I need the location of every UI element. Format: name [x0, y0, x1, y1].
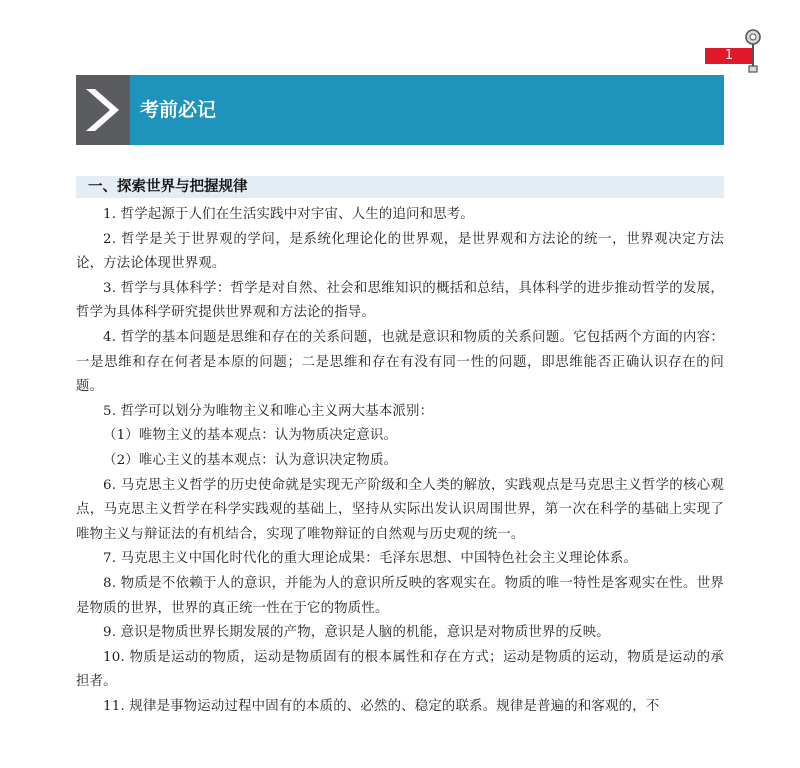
- page-number-badge: 1: [705, 48, 753, 64]
- banner-marker: [76, 75, 130, 145]
- paragraph: 6. 马克思主义哲学的历史使命就是实现无产阶级和全人类的解放，实践观点是马克思主义哲学的核心观点，马克思主义哲学在科学实践观的基础上，坚持从实际出发认识周围世界，第一次在科学的基础上实现了唯物主义与辩证法的有机结合，实现了唯物辩证的自然观与历史观的统一。: [76, 477, 724, 542]
- paragraph: 8. 物质是不依赖于人的意识，并能为人的意识所反映的客观实在。物质的唯一特性是客观实在性。世界是物质的世界，世界的真正统一性在于它的物质性。: [76, 575, 724, 616]
- section-title: 一、探索世界与把握规律: [88, 179, 248, 195]
- paragraph: 9. 意识是物质世界长期发展的产物，意识是人脑的机能，意识是对物质世界的反映。: [103, 625, 610, 641]
- paragraph: （1）唯物主义的基本观点：认为物质决定意识。: [103, 428, 398, 444]
- chapter-title: 考前必记: [140, 99, 217, 121]
- paragraph: 4. 哲学的基本问题是思维和存在的关系问题，也就是意识和物质的关系问题。它包括两个方面的内容：一是思维和存在何者是本原的问题；二是思维和存在有没有同一性的问题，即思维能否正确认识存在的问题。: [76, 329, 724, 395]
- paragraph: 1. 哲学起源于人们在生活实践中对宇宙、人生的追问和思考。: [103, 207, 474, 222]
- chapter-banner: [76, 75, 724, 145]
- paragraph: 11. 规律是事物运动过程中固有的本质的、必然的、稳定的联系。规律是普遍的和客观的，不: [103, 698, 660, 714]
- paragraph: （2）唯心主义的基本观点：认为意识决定物质。: [103, 452, 398, 468]
- content-body: [76, 203, 724, 719]
- paragraph: 7. 马克思主义中国化时代化的重大理论成果：毛泽东思想、中国特色社会主义理论体系。: [103, 551, 638, 567]
- section-heading: [76, 176, 724, 198]
- pushpin-icon: [740, 28, 766, 76]
- paragraph: 5. 哲学可以划分为唯物主义和唯心主义两大基本派别：: [103, 403, 434, 419]
- paragraph: 10. 物质是运动的物质，运动是物质固有的根本属性和存在方式；运动是物质的运动，物质是运动的承担者。: [76, 649, 724, 690]
- paragraph: 2. 哲学是关于世界观的学问，是系统化理论化的世界观，是世界观和方法论的统一，世界观决定方法论，方法论体现世界观。: [76, 231, 724, 272]
- paragraph: 3. 哲学与具体科学：哲学是对自然、社会和思维知识的概括和总结，具体科学的进步推动哲学的发展，哲学为具体科学研究提供世界观和方法论的指导。: [76, 280, 724, 321]
- chevron-right-icon: [76, 75, 130, 145]
